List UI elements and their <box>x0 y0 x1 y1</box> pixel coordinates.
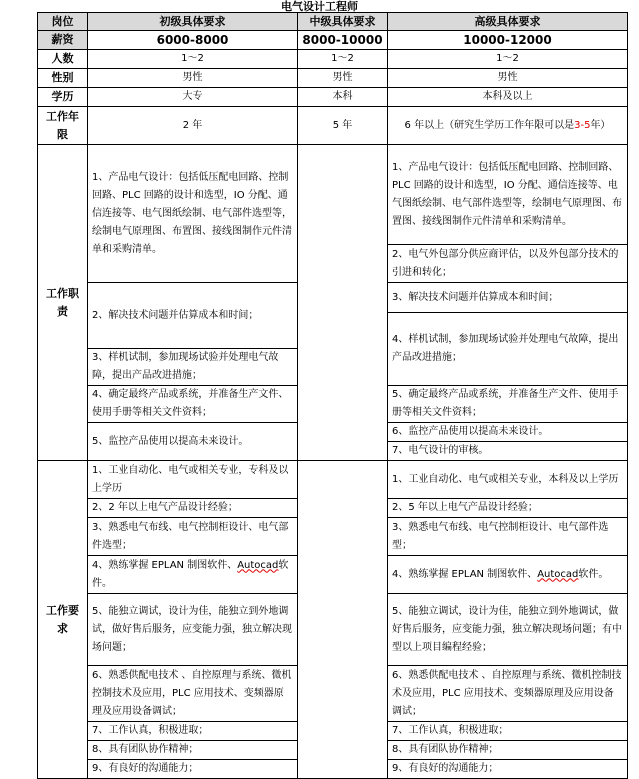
duty-senior-5: 5、确定最终产品或系统，并准备生产文件、使用手册等相关文件资料； <box>388 386 628 423</box>
years-row <box>38 107 628 145</box>
req-senior-6: 6、熟悉供配电技术 、自控原理与系统、微机控制技术及应用，PLC 应用技术、变频器原理及应用设备调试； <box>388 666 628 722</box>
header-senior: 高级具体要求 <box>388 13 628 31</box>
years-senior-text: 6 年以上（研究生学历工作年限可以是 <box>404 119 575 131</box>
duty-senior-2: 2、电气外包部分供应商评估，以及外包部分技术的引进和转化； <box>388 245 628 283</box>
req-senior-7: 7、工作认真，积极进取； <box>388 722 628 741</box>
salary-junior: 6000-8000 <box>88 31 298 50</box>
req-senior-3: 3、熟悉电气布线、电气控制柜设计、电气部件选型； <box>388 518 628 556</box>
education-senior: 本科及以上 <box>388 88 628 107</box>
salary-label: 薪资 <box>38 31 88 50</box>
req-junior-4-autocad: Autocad <box>237 559 279 571</box>
duty-junior-5: 5、监控产品使用以提高未来设计。 <box>88 423 298 461</box>
req-row <box>38 461 628 499</box>
req-junior-1: 1、工业自动化、电气或相关专业，专科及以上学历 <box>88 461 298 499</box>
req-junior-9: 9、有良好的沟通能力； <box>88 760 298 779</box>
req-senior-9: 9、有良好的沟通能力； <box>388 760 628 779</box>
requirements-mid-empty <box>298 461 388 779</box>
duty-senior-3: 3、解决技术问题并估算成本和时间； <box>388 283 628 313</box>
req-senior-1: 1、工业自动化、电气或相关专业，本科及以上学历 <box>388 461 628 499</box>
duty-senior-4: 4、样机试制，参加现场试验并处理电气故障，提出产品改进措施； <box>388 313 628 386</box>
req-junior-4-text: 4、熟练掌握 EPLAN 制图软件、 <box>92 559 238 571</box>
req-junior-8: 8、具有团队协作精神； <box>88 741 298 760</box>
req-senior-4-text: 4、熟练掌握 EPLAN 制图软件、 <box>392 568 538 580</box>
duty-senior-1: 1、产品电气设计：包括低压配电回路、控制回路、PLC 回路的设计和选型，IO 分配、通信连接等、电气图纸绘制、电气部件选型等，绘制电气原理图、布置图、接线图制作元件清单和采购清单。 <box>388 145 628 245</box>
years-senior <box>388 107 628 145</box>
header-mid: 中级具体要求 <box>298 13 388 31</box>
req-junior-6: 6、熟悉供配电技术 、自控原理与系统、微机控制技术及应用，PLC 应用技术、变频器原理及应用设备调试； <box>88 666 298 722</box>
req-senior-4-suffix: 软件。 <box>578 568 609 580</box>
job-requirements-table <box>37 12 628 779</box>
duty-senior-6-7 <box>388 423 628 461</box>
salary-senior: 10000-12000 <box>388 31 628 50</box>
gender-label: 性别 <box>38 69 88 88</box>
education-mid: 本科 <box>298 88 388 107</box>
gender-mid: 男性 <box>298 69 388 88</box>
req-junior-3: 3、熟悉电气布线、电气控制柜设计、电气部件选型； <box>88 518 298 556</box>
requirements-label: 工作要求 <box>38 461 88 779</box>
education-label: 学历 <box>38 88 88 107</box>
gender-junior: 男性 <box>88 69 298 88</box>
req-senior-8: 8、具有团队协作精神； <box>388 741 628 760</box>
req-senior-4-autocad: Autocad <box>537 568 579 580</box>
header-junior: 初级具体要求 <box>88 13 298 31</box>
req-junior-4 <box>88 556 298 594</box>
req-junior-4-suffix: 软件。 <box>92 559 289 589</box>
salary-row <box>38 31 628 50</box>
duty-row <box>38 145 628 245</box>
req-senior-5: 5、能独立调试，设计为佳，能独立到外地调试，做好售后服务，应变能力强，独立解决现场问题；有中型以上项目编程经验； <box>388 594 628 666</box>
duty-senior-6: 6、监控产品使用以提高未来设计。 <box>388 423 627 442</box>
salary-mid: 8000-10000 <box>298 31 388 50</box>
req-junior-2: 2、2 年以上电气产品设计经验； <box>88 499 298 518</box>
years-senior-highlight: 3-5 <box>574 119 591 131</box>
duty-junior-1: 1、产品电气设计：包括低压配电回路、控制回路、PLC 回路的设计和选型，IO 分配、通信连接等、电气图纸绘制、电气部件选型等，绘制电气原理图、布置图、接线图制作元件清单和采购清单。 <box>88 145 298 283</box>
years-junior: 2 年 <box>88 107 298 145</box>
gender-row <box>38 69 628 88</box>
req-senior-2: 2、5 年以上电气产品设计经验； <box>388 499 628 518</box>
page-title: 电气设计工程师 <box>281 0 358 13</box>
education-row <box>38 88 628 107</box>
req-junior-5: 5、能独立调试，设计为佳，能独立到外地调试，做好售后服务，应变能力强，独立解决现场问题； <box>88 594 298 666</box>
years-label: 工作年限 <box>38 107 88 145</box>
years-mid: 5 年 <box>298 107 388 145</box>
count-junior: 1～2 <box>88 50 298 69</box>
duty-junior-4: 4、确定最终产品或系统，并准备生产文件、使用手册等相关文件资料； <box>88 386 298 423</box>
req-junior-7: 7、工作认真，积极进取； <box>88 722 298 741</box>
years-senior-suffix: 年） <box>590 119 611 131</box>
duty-junior-2: 2、解决技术问题并估算成本和时间； <box>88 283 298 349</box>
gender-senior: 男性 <box>388 69 628 88</box>
duties-mid-empty <box>298 145 388 461</box>
education-junior: 大专 <box>88 88 298 107</box>
count-senior: 1～2 <box>388 50 628 69</box>
duty-senior-7: 7、电气设计的审核。 <box>392 445 489 456</box>
count-row <box>38 50 628 69</box>
duties-label: 工作职责 <box>38 145 88 461</box>
count-label: 人数 <box>38 50 88 69</box>
header-row <box>38 13 628 31</box>
header-position: 岗位 <box>38 13 88 31</box>
duty-junior-3: 3、样机试制，参加现场试验并处理电气故障，提出产品改进措施； <box>88 349 298 386</box>
count-mid: 1～2 <box>298 50 388 69</box>
req-senior-4 <box>388 556 628 594</box>
